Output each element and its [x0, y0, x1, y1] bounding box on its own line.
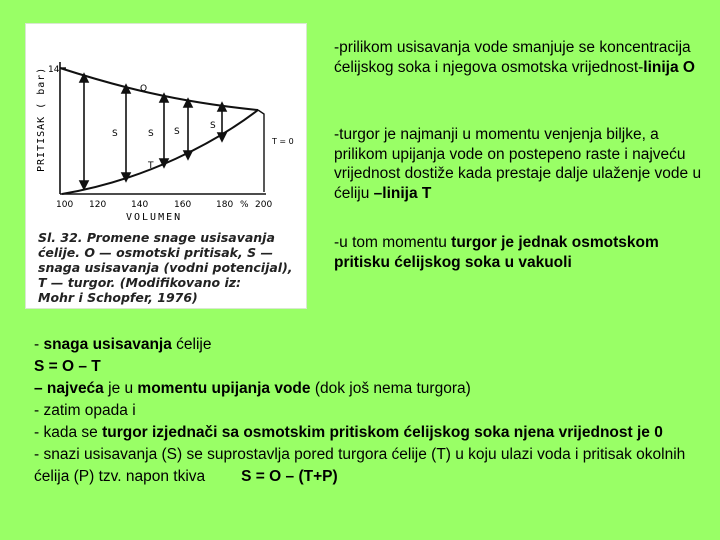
y-axis-label: PRITISAK ( bar)	[36, 66, 47, 172]
label-s-3: S	[174, 127, 180, 137]
x-axis-label: VOLUMEN	[126, 212, 183, 223]
label-s-4: S	[210, 121, 216, 131]
line-1	[34, 334, 704, 356]
l3-d: (dok još nema turgora)	[310, 380, 471, 397]
label-o: O	[140, 84, 148, 94]
l5-a: - kada se	[34, 424, 103, 441]
line-6	[34, 444, 704, 488]
x-tick: 180	[216, 200, 234, 210]
label-s-2: S	[148, 129, 154, 139]
l4: - zatim opada i	[34, 402, 136, 419]
y-top-value: 14	[48, 65, 60, 75]
x-tick: 120	[89, 200, 107, 210]
l1-c: ćelije	[171, 336, 212, 353]
p2-text: -turgor je najmanji u momentu venjenja biljke, a prilikom upijanja vode on postepeno raste i najveću vrijednost dostiže kada prestaje dalje ulaženje vode u ćeliju	[334, 126, 702, 202]
figure-caption: Sl. 32. Promene snage usisavanja ćelije. O — osmotski pritisak, S — snaga usisavanja (vodni potencijal), T — turgor. (Modifikovano iz: Mohr i Schopfer, 1976)	[38, 230, 293, 305]
p1-bold: linija O	[643, 58, 695, 76]
l5-b: turgor izjednači sa osmotskim pritiskom ćelijskog soka njena vrijednost je 0	[102, 424, 663, 441]
paragraph-equal	[334, 233, 704, 272]
formula-2: S = O – (T+P)	[241, 468, 338, 485]
l6-a: - snazi usisavanja (S) se suprostavlja pored turgora ćelije (T) u koju ulazi voda i pritisak okolnih ćelija (P) tzv. napon tkiva	[34, 446, 686, 485]
formula-1: S = O – T	[34, 358, 101, 375]
line-5	[34, 422, 704, 444]
paragraph-turgor	[334, 125, 704, 203]
label-s-1: S	[112, 129, 118, 139]
bottom-text-block	[34, 334, 704, 488]
p1-text: -prilikom usisavanja vode smanjuje se koncentracija ćelijskog soka i njegova osmotska vrijednost-	[334, 39, 691, 76]
line-4	[34, 400, 704, 422]
curve-o	[60, 68, 258, 110]
l3-a: – najveća	[34, 380, 104, 397]
x-tick: 160	[174, 200, 192, 210]
l1-b: snaga usisavanja	[43, 336, 172, 353]
p3-bold: turgor je jednak osmotskom pritisku ćelijskog soka u vakuoli	[334, 234, 659, 271]
curve-t	[62, 110, 258, 194]
p2-bold: –linija T	[373, 184, 432, 202]
line-2	[34, 356, 704, 378]
l1-a: -	[34, 336, 44, 353]
l3-b: je u	[103, 380, 138, 397]
x-tick: %	[240, 200, 249, 210]
x-tick: 100	[56, 200, 74, 210]
figure-panel	[26, 24, 306, 308]
p3-text: -u tom momentu	[334, 234, 452, 251]
line-3	[34, 378, 704, 400]
label-t: T	[148, 161, 154, 171]
x-tick: 140	[131, 200, 149, 210]
l3-c: momentu upijanja vode	[137, 380, 311, 397]
paragraph-osmotic	[334, 38, 704, 77]
label-t0: T = 0	[272, 137, 294, 146]
x-tick-labels	[56, 200, 272, 210]
x-tick: 200	[255, 200, 273, 210]
bracket-line	[258, 110, 264, 192]
